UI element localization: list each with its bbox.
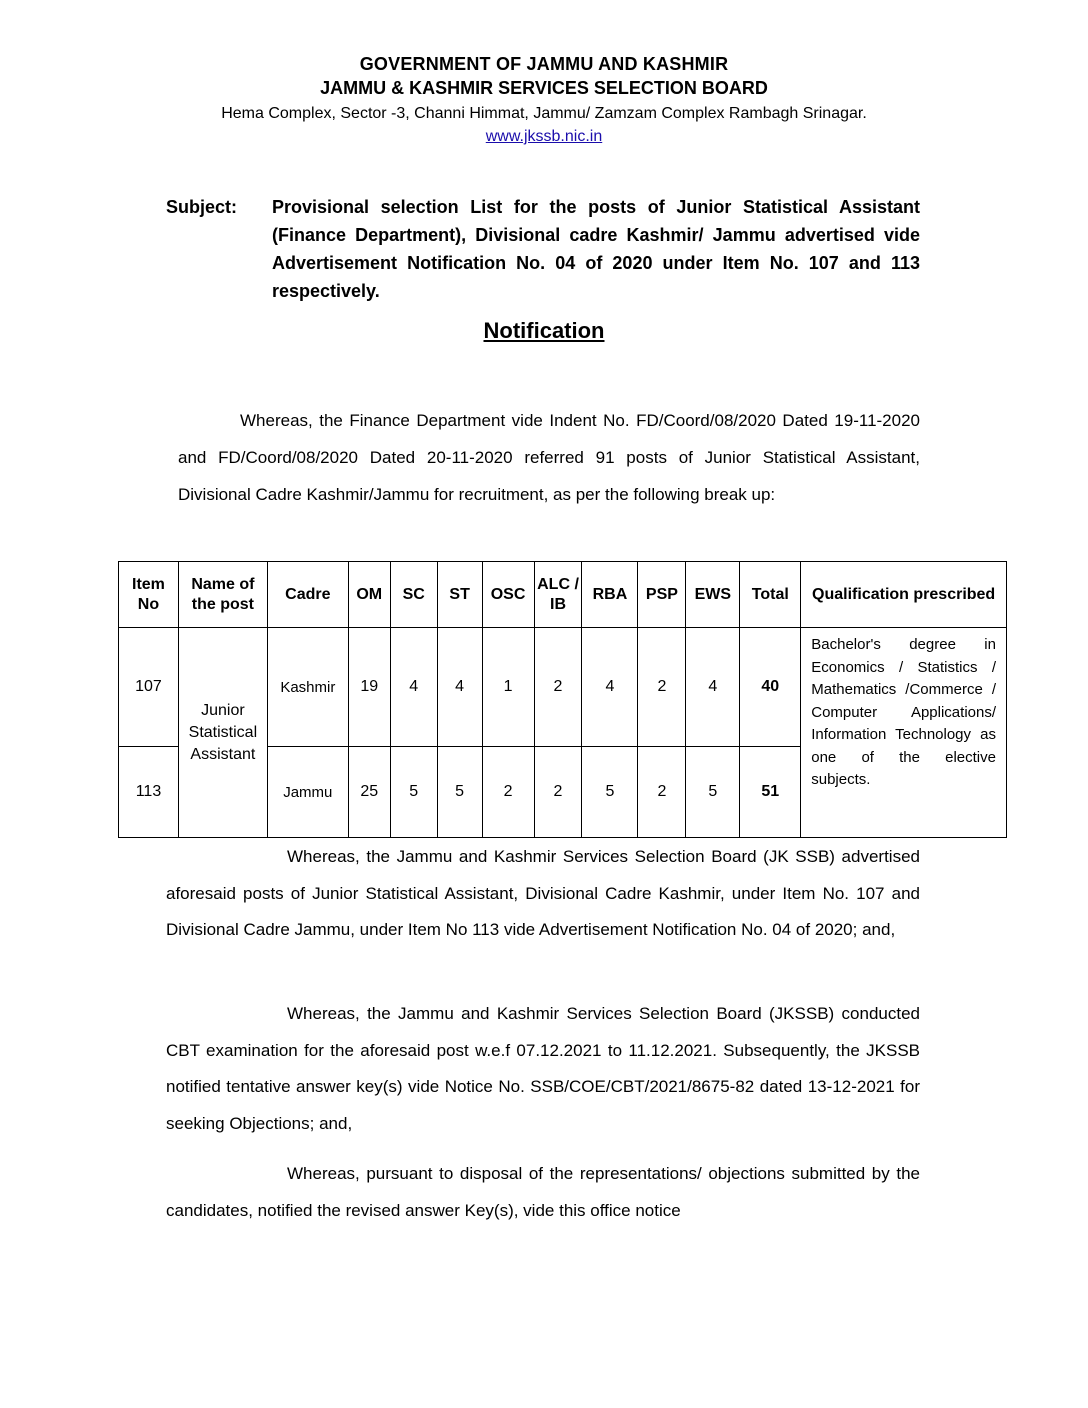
cell-psp: 2 — [638, 628, 686, 747]
subject-block — [166, 193, 920, 305]
header-osc: OSC — [482, 562, 534, 628]
document-header — [0, 52, 1088, 148]
cell-rba: 4 — [582, 628, 638, 747]
cell-item-no: 113 — [119, 747, 179, 838]
header-ews: EWS — [686, 562, 740, 628]
paragraph-objections: Whereas, pursuant to disposal of the representations/ objections submitted by the candidates, notified the revised answer Key(s), vide this office notice — [166, 1164, 920, 1220]
cell-alc: 2 — [534, 628, 582, 747]
cell-total: 40 — [740, 628, 801, 747]
cell-cadre: Kashmir — [267, 628, 348, 747]
cell-item-no: 107 — [119, 628, 179, 747]
subject-label: Subject: — [166, 197, 238, 217]
cell-osc: 1 — [482, 628, 534, 747]
header-total: Total — [740, 562, 801, 628]
table-header-row — [119, 562, 1007, 628]
header-sc: SC — [390, 562, 437, 628]
posts-breakup-table — [118, 561, 1007, 838]
header-qualification: Qualification prescribed — [801, 562, 1007, 628]
cell-sc: 5 — [390, 747, 437, 838]
cell-osc: 2 — [482, 747, 534, 838]
notification-title: Notification — [483, 318, 605, 343]
cell-ews: 5 — [686, 747, 740, 838]
cell-alc: 2 — [534, 747, 582, 838]
header-item-no: Item No — [119, 562, 179, 628]
header-alc: ALC / IB — [534, 562, 582, 628]
cell-st: 4 — [437, 628, 482, 747]
cell-ews: 4 — [686, 628, 740, 747]
paragraph-advertisement: Whereas, the Jammu and Kashmir Services Selection Board (JK SSB) advertised aforesaid posts of Junior Statistical Assistant, Divisional Cadre Kashmir, under Item No. 107 and Divisional Cadre Jammu, under Item No 113 vide Advertisement Notification No. 04 of 2020; and, — [166, 847, 920, 939]
cell-post-name: Junior Statistical Assistant — [178, 628, 267, 838]
government-title: GOVERNMENT OF JAMMU AND KASHMIR — [359, 54, 729, 74]
board-title: JAMMU & KASHMIR SERVICES SELECTION BOARD — [320, 78, 768, 98]
header-post: Name of the post — [178, 562, 267, 628]
header-psp: PSP — [638, 562, 686, 628]
board-address: Hema Complex, Sector -3, Channi Himmat, Jammu/ Zamzam Complex Rambagh Srinagar. — [221, 105, 867, 122]
cell-sc: 4 — [390, 628, 437, 747]
header-om: OM — [348, 562, 390, 628]
table-row — [119, 628, 1007, 747]
cell-total: 51 — [740, 747, 801, 838]
cell-cadre: Jammu — [267, 747, 348, 838]
cell-om: 25 — [348, 747, 390, 838]
header-st: ST — [437, 562, 482, 628]
paragraph-indent: Whereas, the Finance Department vide Indent No. FD/Coord/08/2020 Dated 19-11-2020 and FD/Coord/08/2020 Dated 20-11-2020 referred 91 posts of Junior Statistical Assistant, Divisional Cadre Kashmir/Jammu for recruitment, as per the following break up: — [178, 411, 920, 504]
website-link[interactable]: www.jkssb.nic.in — [485, 128, 603, 145]
cell-psp: 2 — [638, 747, 686, 838]
paragraph-cbt-exam: Whereas, the Jammu and Kashmir Services Selection Board (JKSSB) conducted CBT examination for the aforesaid post w.e.f 07.12.2021 to 11.12.2021. Subsequently, the JKSSB notified tentative answer key(s) vide Notice No. SSB/COE/CBT/2021/8675-82 dated 13-12-2021 for seeking Objections; and, — [166, 1004, 920, 1133]
cell-st: 5 — [437, 747, 482, 838]
header-rba: RBA — [582, 562, 638, 628]
cell-qualification: Bachelor's degree in Economics / Statistics / Mathematics /Commerce / Computer Applications/ Information Technology as one of the elective subjects. — [801, 628, 1007, 838]
cell-rba: 5 — [582, 747, 638, 838]
subject-text: Provisional selection List for the posts of Junior Statistical Assistant (Finance Department), Divisional cadre Kashmir/ Jammu advertised vide Advertisement Notification No. 04 of 2020 under Item No. 107 and 113 respectively. — [272, 197, 920, 301]
cell-om: 19 — [348, 628, 390, 747]
header-cadre: Cadre — [267, 562, 348, 628]
